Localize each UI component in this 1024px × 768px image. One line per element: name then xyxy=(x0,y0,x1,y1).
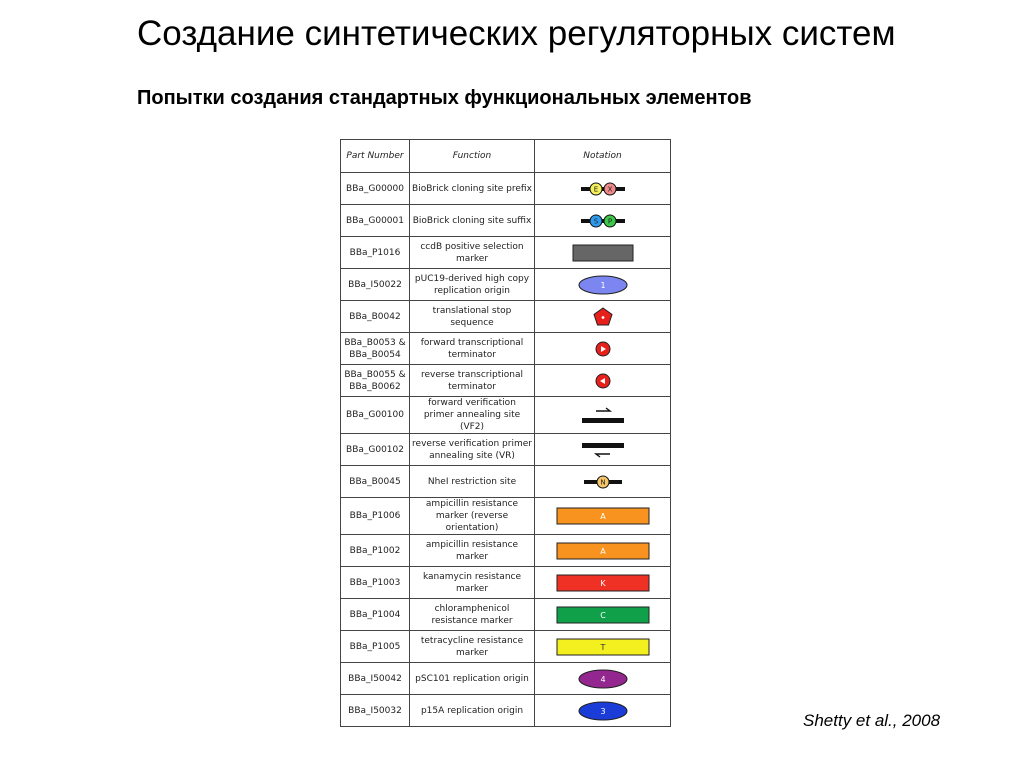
function-cell: kanamycin resistance marker xyxy=(410,567,535,599)
part-number-cell: BBa_I50022 xyxy=(341,269,410,301)
notation-wrapper xyxy=(537,173,668,204)
part-number-cell: BBa_P1003 xyxy=(341,567,410,599)
part-number-cell: BBa_I50032 xyxy=(341,695,410,727)
parts-table xyxy=(340,139,671,727)
notation-wrapper xyxy=(537,301,668,332)
function-cell: p15A replication origin xyxy=(410,695,535,727)
notation-wrapper xyxy=(537,365,668,396)
notation-cell xyxy=(535,567,671,599)
part-number-cell: BBa_P1004 xyxy=(341,599,410,631)
function-cell: ampicillin resistance marker (reverse orientation) xyxy=(410,498,535,535)
part-number-cell: BBa_B0045 xyxy=(341,466,410,498)
table-row xyxy=(341,466,671,498)
notation-label: 3 xyxy=(599,706,606,716)
notation-wrapper xyxy=(537,466,668,497)
part-number-cell: BBa_G00100 xyxy=(341,397,410,434)
forward-terminator-icon xyxy=(548,335,658,363)
function-cell: pUC19-derived high copy replication origin xyxy=(410,269,535,301)
table-row xyxy=(341,173,671,205)
slide-subtitle: Попытки создания стандартных функциональных элементов xyxy=(137,87,752,109)
stop-pentagon-icon xyxy=(548,303,658,331)
notation-wrapper xyxy=(537,205,668,236)
notation-wrapper xyxy=(537,695,668,726)
notation-label: A xyxy=(599,512,606,521)
part-number-cell: BBa_P1002 xyxy=(341,535,410,567)
origin-ellipse-icon xyxy=(548,697,658,725)
notation-wrapper xyxy=(537,567,668,598)
notation-cell xyxy=(535,269,671,301)
notation-label: S xyxy=(593,217,598,225)
notation-wrapper xyxy=(537,501,668,532)
table-row xyxy=(341,434,671,466)
forward-primer-icon xyxy=(548,401,658,429)
notation-label: X xyxy=(607,185,612,193)
notation-cell xyxy=(535,301,671,333)
notation-wrapper xyxy=(537,631,668,662)
prefix-site-icon xyxy=(548,175,658,203)
part-number-cell: BBa_B0042 xyxy=(341,301,410,333)
table-row xyxy=(341,599,671,631)
function-cell: forward verification primer annealing site (VF2) xyxy=(410,397,535,434)
table-row xyxy=(341,333,671,365)
gray-box-icon xyxy=(548,239,658,267)
marker-box-icon xyxy=(548,537,658,565)
notation-wrapper xyxy=(537,535,668,566)
part-number-cell: BBa_G00102 xyxy=(341,434,410,466)
notation-cell xyxy=(535,663,671,695)
notation-label: K xyxy=(599,578,606,588)
part-number-cell: BBa_P1016 xyxy=(341,237,410,269)
table-row xyxy=(341,269,671,301)
part-number-cell: BBa_I50042 xyxy=(341,663,410,695)
notation-label: N xyxy=(599,478,606,486)
table-header-row xyxy=(341,140,671,173)
table-row xyxy=(341,631,671,663)
citation: Shetty et al., 2008 xyxy=(803,711,941,730)
part-number-cell: BBa_B0053 & BBa_B0054 xyxy=(341,333,410,365)
part-number-cell: BBa_P1006 xyxy=(341,498,410,535)
table-row xyxy=(341,535,671,567)
notation-cell xyxy=(535,365,671,397)
table-row xyxy=(341,237,671,269)
notation-label: E xyxy=(593,185,598,193)
table-row xyxy=(341,301,671,333)
notation-cell xyxy=(535,333,671,365)
notation-label: T xyxy=(600,642,605,652)
table-row xyxy=(341,498,671,535)
notation-cell xyxy=(535,173,671,205)
reverse-primer-icon xyxy=(548,436,658,464)
notation-label: A xyxy=(599,546,606,556)
table-row xyxy=(341,567,671,599)
notation-cell xyxy=(535,205,671,237)
function-cell: forward transcriptional terminator xyxy=(410,333,535,365)
notation-wrapper xyxy=(537,333,668,364)
function-cell: reverse transcriptional terminator xyxy=(410,365,535,397)
function-cell: reverse verification primer annealing site (VR) xyxy=(410,434,535,466)
notation-wrapper xyxy=(537,237,668,268)
function-cell: chloramphenicol resistance marker xyxy=(410,599,535,631)
marker-box-icon xyxy=(548,633,658,661)
slide-title: Создание синтетических регуляторных систем xyxy=(137,14,896,53)
notation-label: P xyxy=(607,217,612,225)
function-cell: BioBrick cloning site prefix xyxy=(410,173,535,205)
notation-wrapper xyxy=(537,599,668,630)
origin-ellipse-icon xyxy=(548,271,658,299)
notation-cell xyxy=(535,631,671,663)
notation-label: C xyxy=(599,610,606,620)
marker-box-icon xyxy=(548,569,658,597)
header-part-number: Part Number xyxy=(341,140,410,173)
function-cell: tetracycline resistance marker xyxy=(410,631,535,663)
function-cell: BioBrick cloning site suffix xyxy=(410,205,535,237)
reverse-terminator-icon xyxy=(548,367,658,395)
notation-cell xyxy=(535,397,671,434)
part-number-cell: BBa_G00001 xyxy=(341,205,410,237)
function-cell: pSC101 replication origin xyxy=(410,663,535,695)
notation-wrapper xyxy=(537,434,668,465)
function-cell: translational stop sequence xyxy=(410,301,535,333)
table-row xyxy=(341,695,671,727)
part-number-cell: BBa_G00000 xyxy=(341,173,410,205)
table-row xyxy=(341,205,671,237)
notation-cell xyxy=(535,695,671,727)
function-cell: ampicillin resistance marker xyxy=(410,535,535,567)
table-row xyxy=(341,663,671,695)
part-number-cell: BBa_B0055 & BBa_B0062 xyxy=(341,365,410,397)
function-cell: ccdB positive selection marker xyxy=(410,237,535,269)
notation-wrapper xyxy=(537,663,668,694)
table-row xyxy=(341,365,671,397)
table-row xyxy=(341,397,671,434)
notation-wrapper xyxy=(537,269,668,300)
header-function: Function xyxy=(410,140,535,173)
notation-wrapper xyxy=(537,400,668,431)
notation-cell xyxy=(535,466,671,498)
nhei-site-icon xyxy=(548,468,658,496)
function-cell: NheI restriction site xyxy=(410,466,535,498)
header-notation: Notation xyxy=(535,140,671,173)
marker-box-icon xyxy=(548,601,658,629)
suffix-site-icon xyxy=(548,207,658,235)
part-number-cell: BBa_P1005 xyxy=(341,631,410,663)
notation-cell xyxy=(535,599,671,631)
notation-label: 1 xyxy=(599,280,606,290)
notation-label: 4 xyxy=(599,674,606,684)
origin-ellipse-icon xyxy=(548,665,658,693)
notation-cell xyxy=(535,237,671,269)
marker-box-icon xyxy=(548,502,658,530)
notation-cell xyxy=(535,434,671,466)
notation-cell xyxy=(535,498,671,535)
notation-cell xyxy=(535,535,671,567)
